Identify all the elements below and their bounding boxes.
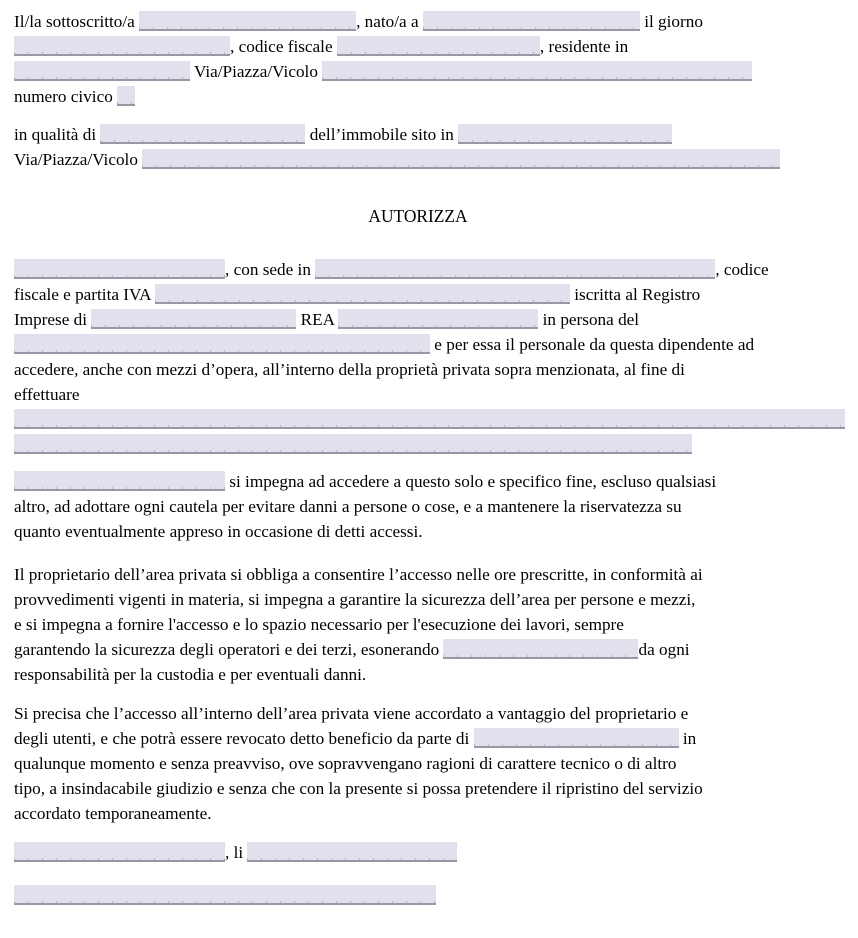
text-line <box>14 34 848 59</box>
para-firma <box>14 883 848 908</box>
field-firma[interactable] <box>14 885 436 905</box>
field-data[interactable] <box>247 842 457 862</box>
text-run: il giorno <box>639 12 703 31</box>
para-sottoscritto <box>14 9 848 109</box>
text-line <box>14 587 848 612</box>
field-rappresentante[interactable] <box>14 334 430 354</box>
field-sede-societa[interactable] <box>315 259 715 279</box>
text-run: responsabilità per la custodia e per eventuali danni. <box>14 665 367 684</box>
text-run: provvedimenti vigenti in materia, si impegna a garantire la sicurezza dell’area per persone e mezzi, <box>14 590 696 609</box>
text-line <box>14 332 848 357</box>
text-run: , nato/a a <box>356 12 423 31</box>
text-line <box>14 801 848 826</box>
field-luogo[interactable] <box>14 842 225 862</box>
text-line <box>14 307 848 332</box>
field-comune-residenza[interactable] <box>14 61 190 81</box>
text-run: dell’immobile sito in <box>305 125 459 144</box>
text-run: fiscale e partita IVA <box>14 285 155 304</box>
text-run: Via/Piazza/Vicolo <box>14 150 143 169</box>
field-nome-sottoscritto[interactable] <box>139 11 356 31</box>
text-line <box>14 469 848 494</box>
text-run: e per essa il personale da questa dipendente ad <box>430 335 755 354</box>
text-line <box>14 257 848 282</box>
text-run: tipo, a insindacabile giudizio e senza che con la presente si possa pretendere il ripristino del servizio <box>14 779 703 798</box>
text-line <box>14 612 848 637</box>
text-run: in qualità di <box>14 125 101 144</box>
text-run: , codice <box>715 260 769 279</box>
text-run: in persona del <box>538 310 640 329</box>
text-line <box>14 382 848 407</box>
text-run: in <box>678 729 697 748</box>
para-obblighi-proprietario <box>14 562 848 687</box>
field-comune-immobile[interactable] <box>458 124 672 144</box>
field-numero-civico[interactable] <box>117 86 135 106</box>
text-line <box>14 726 848 751</box>
field-societa-impegno[interactable] <box>14 471 225 491</box>
text-line <box>14 59 848 84</box>
text-line <box>14 519 848 544</box>
para-impegno-accesso <box>14 469 848 544</box>
field-lavori-riga-2[interactable] <box>14 434 692 454</box>
text-line <box>14 432 848 457</box>
field-rea[interactable] <box>338 309 538 329</box>
text-line <box>14 494 848 519</box>
para-societa <box>14 257 848 457</box>
text-line <box>14 662 848 687</box>
field-lavori-riga-1[interactable] <box>14 409 845 429</box>
text-run: si impegna ad accedere a questo solo e specifico fine, escluso qualsiasi <box>225 472 717 491</box>
text-line <box>14 147 848 172</box>
text-run: Il/la sottoscritto/a <box>14 12 140 31</box>
text-line <box>14 701 848 726</box>
para-revoca <box>14 701 848 826</box>
text-run: , codice fiscale <box>230 37 337 56</box>
text-run: altro, ad adottare ogni cautela per evitare danni a persone o cose, e a mantenere la riservatezza su <box>14 497 682 516</box>
text-run: , li <box>225 843 248 862</box>
para-qualita <box>14 122 848 172</box>
text-line <box>14 637 848 662</box>
text-line <box>14 84 848 109</box>
field-via-residenza[interactable] <box>322 61 752 81</box>
document-body <box>14 9 848 908</box>
field-qualita[interactable] <box>100 124 305 144</box>
text-run: effettuare <box>14 385 80 404</box>
text-run: , con sede in <box>225 260 316 279</box>
field-codice-fiscale[interactable] <box>337 36 540 56</box>
text-run: iscritta al Registro <box>569 285 701 304</box>
text-run: da ogni <box>638 640 690 659</box>
text-line <box>14 562 848 587</box>
field-registro-imprese[interactable] <box>91 309 296 329</box>
text-line <box>14 751 848 776</box>
text-run: quanto eventualmente appreso in occasione di detti accessi. <box>14 522 423 541</box>
document-heading: AUTORIZZA <box>368 206 468 226</box>
text-run: accedere, anche con mezzi d’opera, all’interno della proprietà privata sopra menzionata, al fine di <box>14 360 685 379</box>
text-run: degli utenti, e che potrà essere revocato detto beneficio da parte di <box>14 729 474 748</box>
text-line <box>14 883 848 908</box>
field-denominazione-societa[interactable] <box>14 259 225 279</box>
field-data-nascita[interactable] <box>14 36 230 56</box>
para-luogo-data <box>14 840 848 865</box>
text-line <box>14 840 848 865</box>
text-run: qualunque momento e senza preavviso, ove sopravvengano ragioni di carattere tecnico o di altro <box>14 754 677 773</box>
field-luogo-nascita[interactable] <box>423 11 640 31</box>
text-line <box>14 776 848 801</box>
text-run: numero civico <box>14 87 118 106</box>
text-run: garantendo la sicurezza degli operatori e dei terzi, esonerando <box>14 640 444 659</box>
text-run: Il proprietario dell’area privata si obbliga a consentire l’accesso nelle ore prescritte, in conformità ai <box>14 565 703 584</box>
field-via-immobile[interactable] <box>142 149 780 169</box>
text-run: REA <box>296 310 339 329</box>
text-line <box>14 9 848 34</box>
text-line <box>14 407 848 432</box>
text-run: Si precisa che l’accesso all’interno dell’area privata viene accordato a vantaggio del proprietario e <box>14 704 689 723</box>
field-societa-revoca[interactable] <box>474 728 679 748</box>
text-run: Imprese di <box>14 310 92 329</box>
text-line <box>14 357 848 382</box>
text-run: accordato temporaneamente. <box>14 804 212 823</box>
text-run: , residente in <box>539 37 629 56</box>
text-run: e si impegna a fornire l'accesso e lo spazio necessario per l'esecuzione dei lavori, sempre <box>14 615 624 634</box>
text-line <box>14 122 848 147</box>
field-cf-piva-societa[interactable] <box>155 284 570 304</box>
field-societa-esonero[interactable] <box>443 639 638 659</box>
text-run: Via/Piazza/Vicolo <box>190 62 323 81</box>
text-line <box>14 282 848 307</box>
